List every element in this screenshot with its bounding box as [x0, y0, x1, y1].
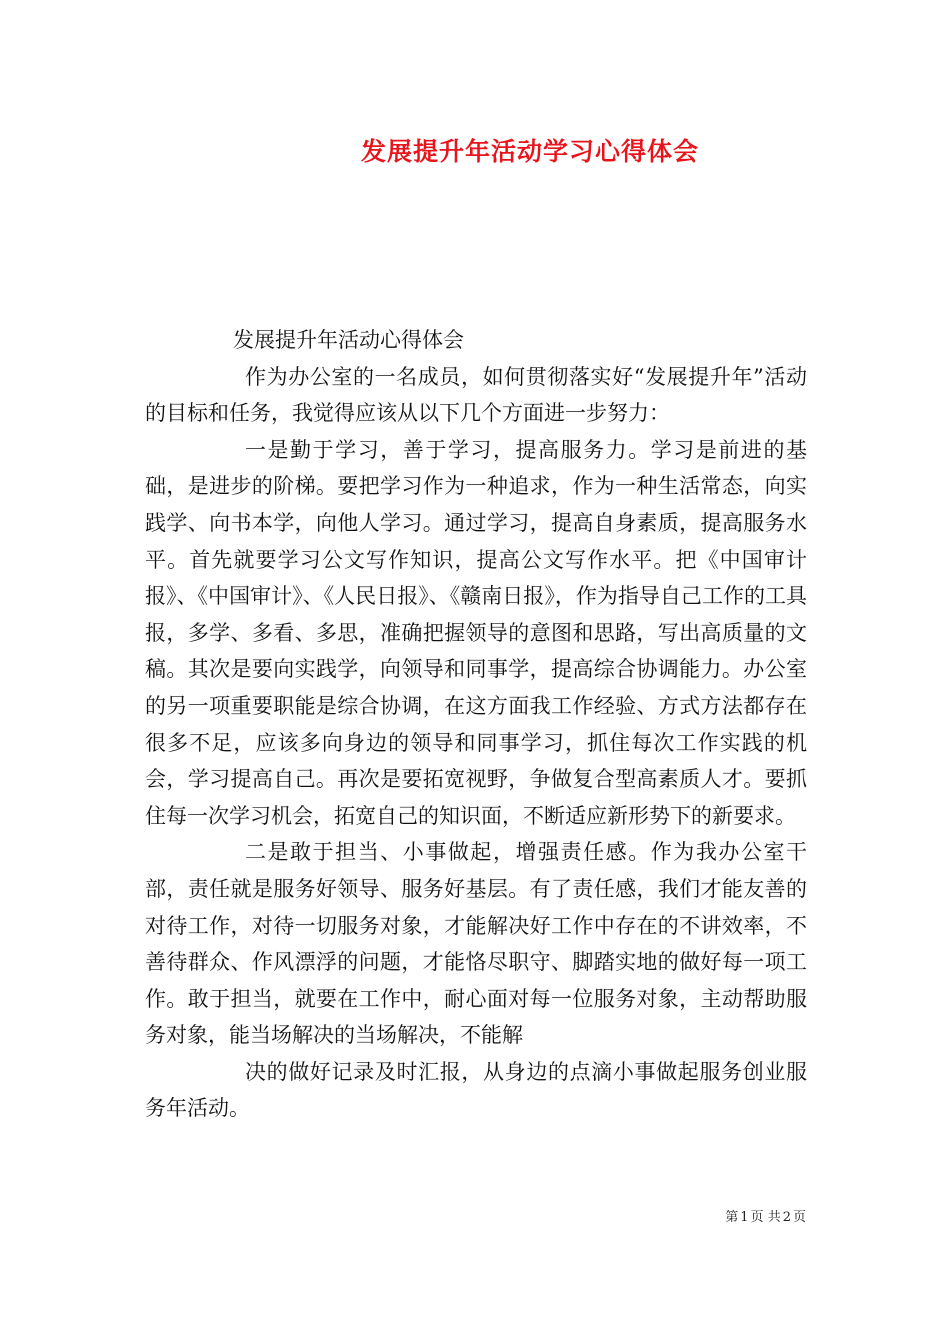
footer-current-page: 1 — [740, 1210, 749, 1225]
footer-prefix: 第 — [725, 1210, 739, 1225]
paragraph-responsibility: 二是敢于担当、小事做起，增强责任感。作为我办公室干部，责任就是服务好领导、服务好基层。有了责任感，我们才能友善的对待工作，对待一切服务对象，才能解决好工作中存在的不讲效率，不善待群众、作风漂浮的问题，才能恪尽职守、脚踏实地的做好每一项工作。敢于担当，就要在工作中，耐心面对每一位服务对象，主动帮助服务对象，能当场解决的当场解决，不能解 — [145, 840, 807, 1048]
page-number-footer — [724, 1206, 807, 1225]
footer-suffix: 页 — [792, 1210, 806, 1225]
document-subtitle: 发展提升年活动心得体会 — [233, 328, 464, 352]
footer-total-pages: 2 — [782, 1210, 791, 1225]
document-title: 发展提升年活动学习心得体会 — [360, 137, 699, 166]
paragraph-intro: 作为办公室的一名成员，如何贯彻落实好“发展提升年”活动的目标和任务，我觉得应该从以下几个方面进一步努力： — [145, 364, 807, 426]
paragraph-closing: 决的做好记录及时汇报，从身边的点滴小事做起服务创业服务年活动。 — [145, 1059, 807, 1121]
document-body — [145, 322, 807, 1127]
paragraph-learning: 一是勤于学习，善于学习，提高服务力。学习是前进的基础，是进步的阶梯。要把学习作为一种追求，作为一种生活常态，向实践学、向书本学，向他人学习。通过学习，提高自身素质，提高服务水平。首先就要学习公文写作知识，提高公文写作水平。把《中国审计报》、《中国审计》、《人民日报》、《赣南日报》，作为指导自己工作的工具报，多学、多看、多思，准确把握领导的意图和思路，写出高质量的文稿。其次是要向实践学，向领导和同事学，提高综合协调能力。办公室的另一项重要职能是综合协调，在这方面我工作经验、方式方法都存在很多不足，应该多向身边的领导和同事学习，抓住每次工作实践的机会，学习提高自己。再次是要拓宽视野，争做复合型高素质人才。要抓住每一次学习机会，拓宽自己的知识面，不断适应新形势下的新要求。 — [145, 437, 807, 828]
footer-middle: 页 共 — [750, 1210, 781, 1225]
